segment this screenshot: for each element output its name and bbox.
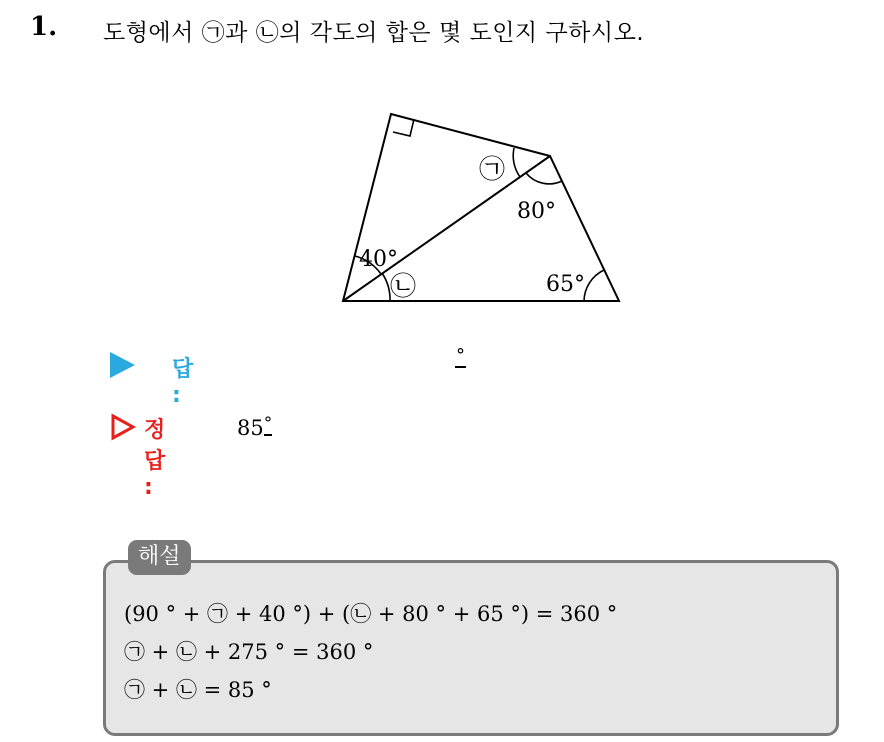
mark-nieun: ㉡ <box>390 272 417 302</box>
solution-line-2: ㉠ + ㉡ + 275 ° = 360 ° <box>124 640 374 664</box>
outline-triangle-icon <box>110 413 136 441</box>
angle-arc-giyeok <box>513 148 520 177</box>
correct-value-unit: ° <box>263 414 273 434</box>
correct-answer-row <box>110 413 273 500</box>
angle-arc-nieun <box>382 273 390 301</box>
correct-answer-label: 정답 : <box>144 418 166 500</box>
answer-blank[interactable]: ° <box>456 345 465 366</box>
mark-giyeok: ㉠ <box>479 155 506 185</box>
correct-answer-value <box>237 414 272 440</box>
angle-arc-65 <box>584 270 604 301</box>
quadrilateral-figure <box>300 100 640 315</box>
play-triangle-icon <box>110 352 135 378</box>
right-angle-mark <box>393 119 414 136</box>
angle-arc-80 <box>526 173 562 184</box>
correct-value-number: 85 <box>237 416 264 440</box>
answer-row <box>110 345 465 408</box>
angle-label-80: 80° <box>517 199 556 224</box>
solution-line-1: (90 ° + ㉠ + 40 °) + (㉡ + 80 ° + 65 °) = 360 ° <box>124 602 618 626</box>
angle-label-40: 40° <box>359 247 398 272</box>
angle-label-65: 65° <box>546 272 585 297</box>
answer-label: 답 : <box>172 357 194 408</box>
question-number: 1. <box>30 12 58 42</box>
solution-tag: 해설 <box>128 540 191 575</box>
question-text: 도형에서 ㉠과 ㉡의 각도의 합은 몇 도인지 구하시오. <box>103 20 645 46</box>
solution-line-3: ㉠ + ㉡ = 85 ° <box>124 678 272 702</box>
